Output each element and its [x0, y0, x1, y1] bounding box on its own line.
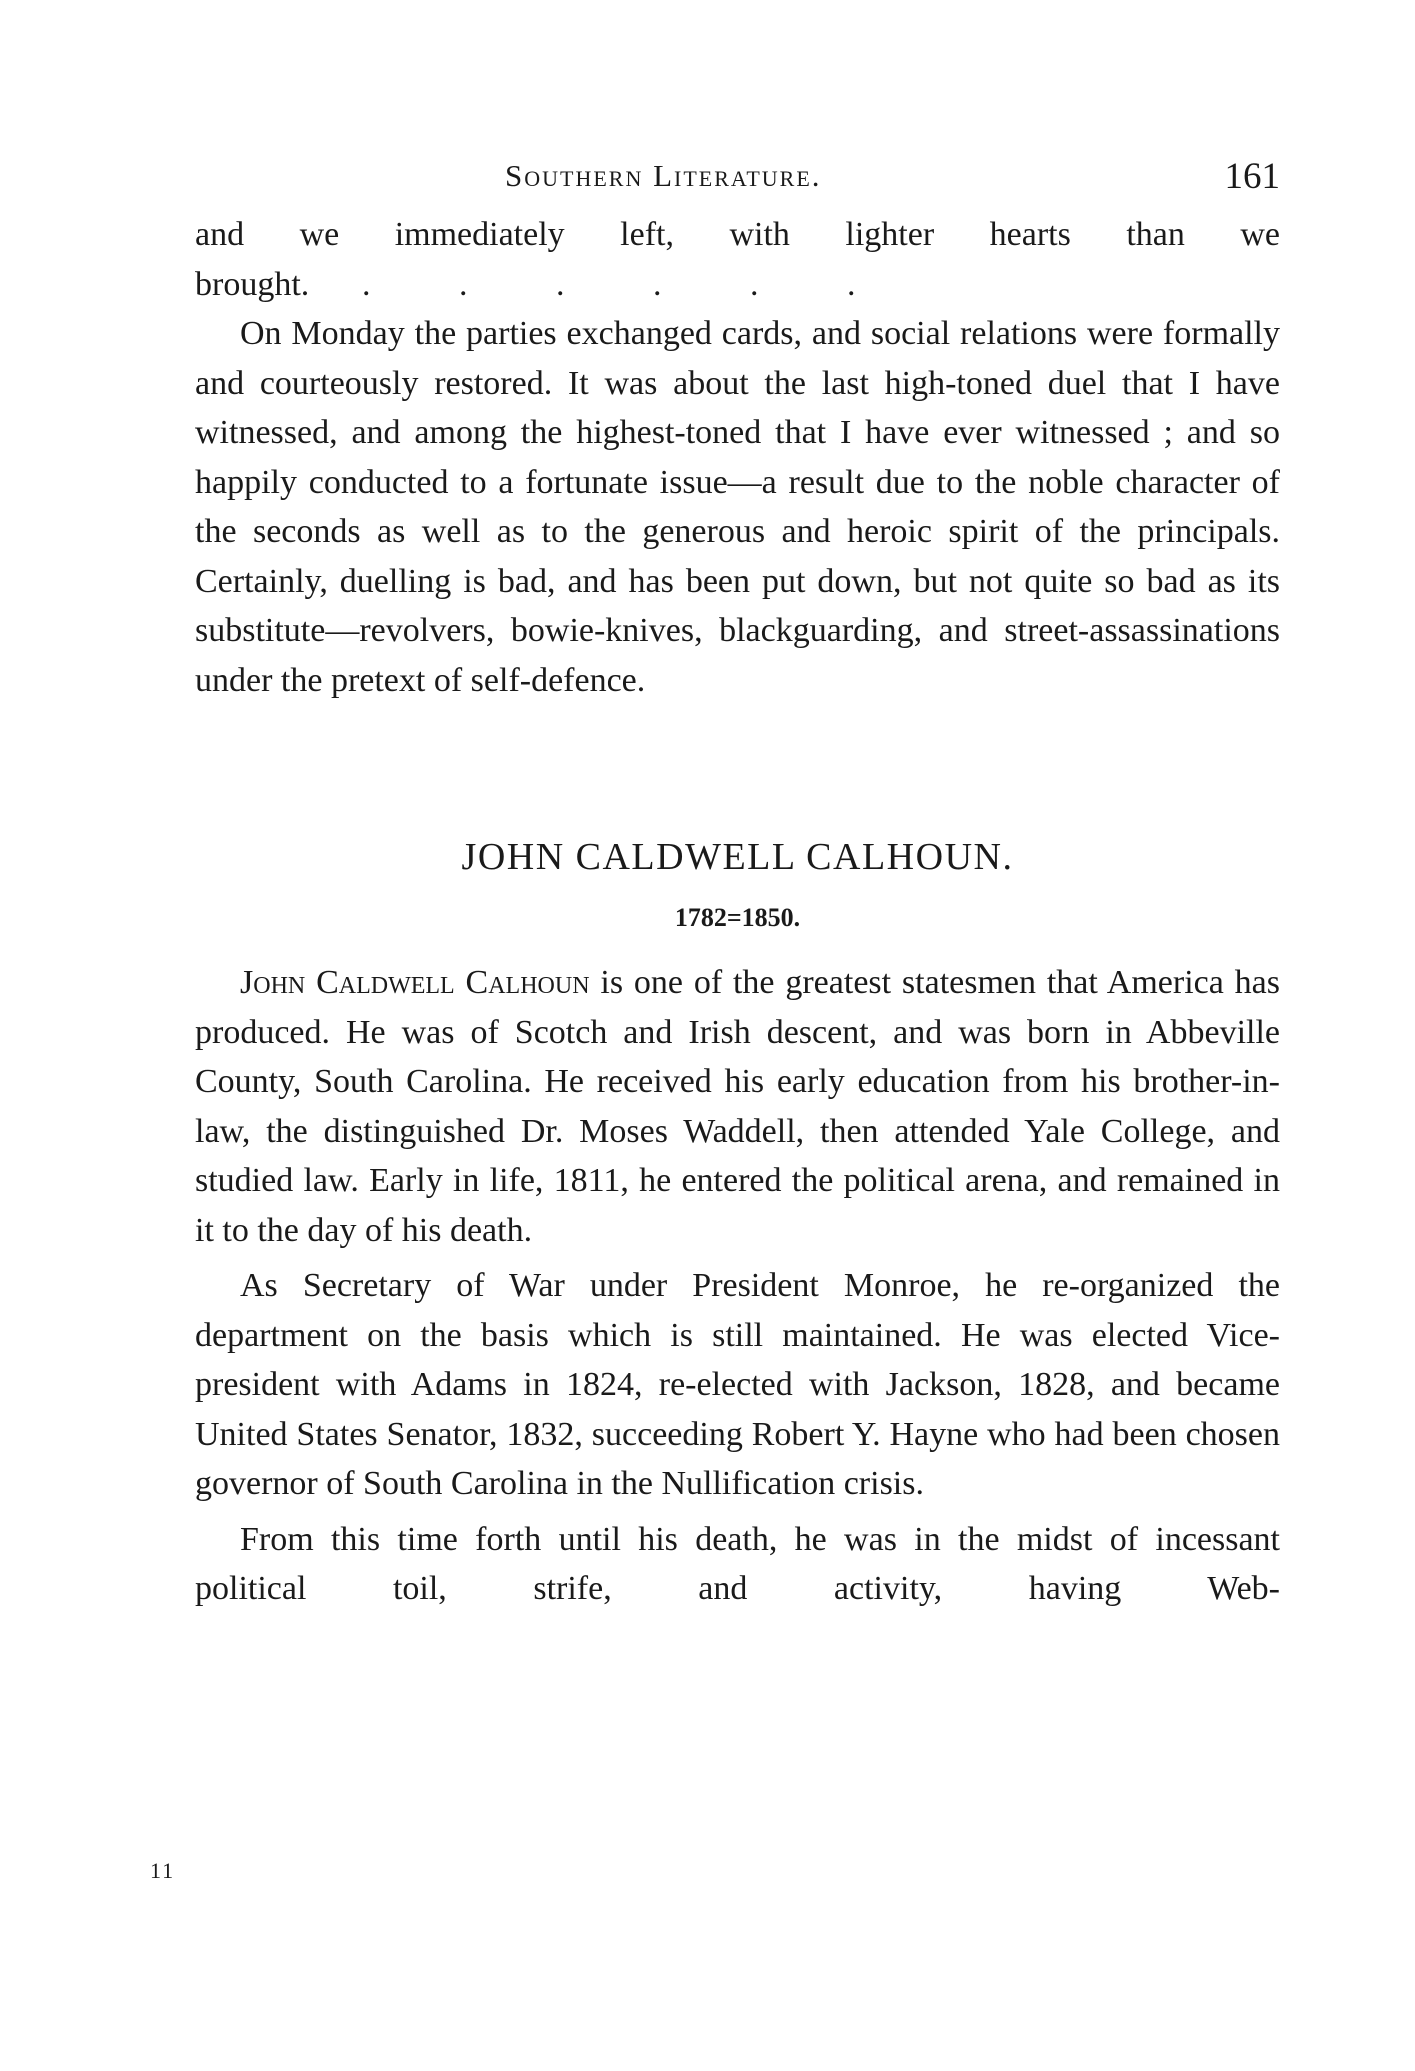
ellipsis-dot: . [847, 265, 856, 303]
running-head [195, 150, 1280, 210]
paragraph-text: is one of the greatest statesmen that America has produced. He was of Scotch and Irish descent, and was born in Abbeville County, South Carolina. He received his early education from his brother-in-law, the distinguished Dr. Moses Waddell, then attended Yale College, and studied law. Early in life, 1811, he entered the political arena, and remained in it to the day of his death. [195, 964, 1280, 1249]
page-number: 161 [1224, 156, 1280, 197]
ellipsis-dot: . [362, 265, 371, 303]
ellipsis-dot: . [459, 265, 468, 303]
signature-mark: 11 [150, 1858, 176, 1883]
ellipsis-dots [318, 266, 900, 303]
section-body [195, 958, 1280, 1614]
ellipsis-dot: . [750, 265, 759, 303]
ellipsis-line [195, 260, 1280, 310]
ellipsis-dot: . [556, 265, 565, 303]
biography-paragraph-2: As Secretary of War under President Monroe, he re-organized the department on the basis which is still maintained. He was elected Vice-president with Adams in 1824, re-elected with Jackson, 1828, and became United States Senator, 1832, succeeding Robert Y. Hayne who had been chosen governor of South Carolina in the Nullification crisis. [195, 1267, 1280, 1502]
paragraph-line: and we immediately left, with lighter hearts than we [195, 216, 1280, 253]
section-dates: 1782=1850. [674, 903, 801, 932]
continued-paragraph [195, 210, 1280, 260]
paragraph-line: brought. [195, 265, 310, 303]
section-title: JOHN CALDWELL CALHOUN. [461, 836, 1014, 878]
biography-paragraph-1 [195, 958, 1280, 1255]
biography-paragraph-3: From this time forth until his death, he was in the midst of incessant political toil, strife, and activity, having Web- [195, 1520, 1280, 1607]
page-content [195, 150, 1280, 1614]
duel-paragraph: On Monday the parties exchanged cards, and social relations were formally and courteously restored. It was about the last high-toned duel that I have witnessed, and among the highest-toned that I have ever witnessed ; and so happily conducted to a fortunate issue—a result due to the noble character of the seconds as well as to the generous and heroic spirit of the principals. Certainly, duelling is bad, and has been put down, but not quite so bad as its substitute—revolvers, bowie-knives, blackguarding, and street-assassinations under the pretext of self-defence. [195, 315, 1280, 699]
running-title: Southern Literature. [505, 158, 822, 193]
ellipsis-dot: . [653, 265, 662, 303]
lead-name: John Caldwell Calhoun [240, 964, 590, 1001]
